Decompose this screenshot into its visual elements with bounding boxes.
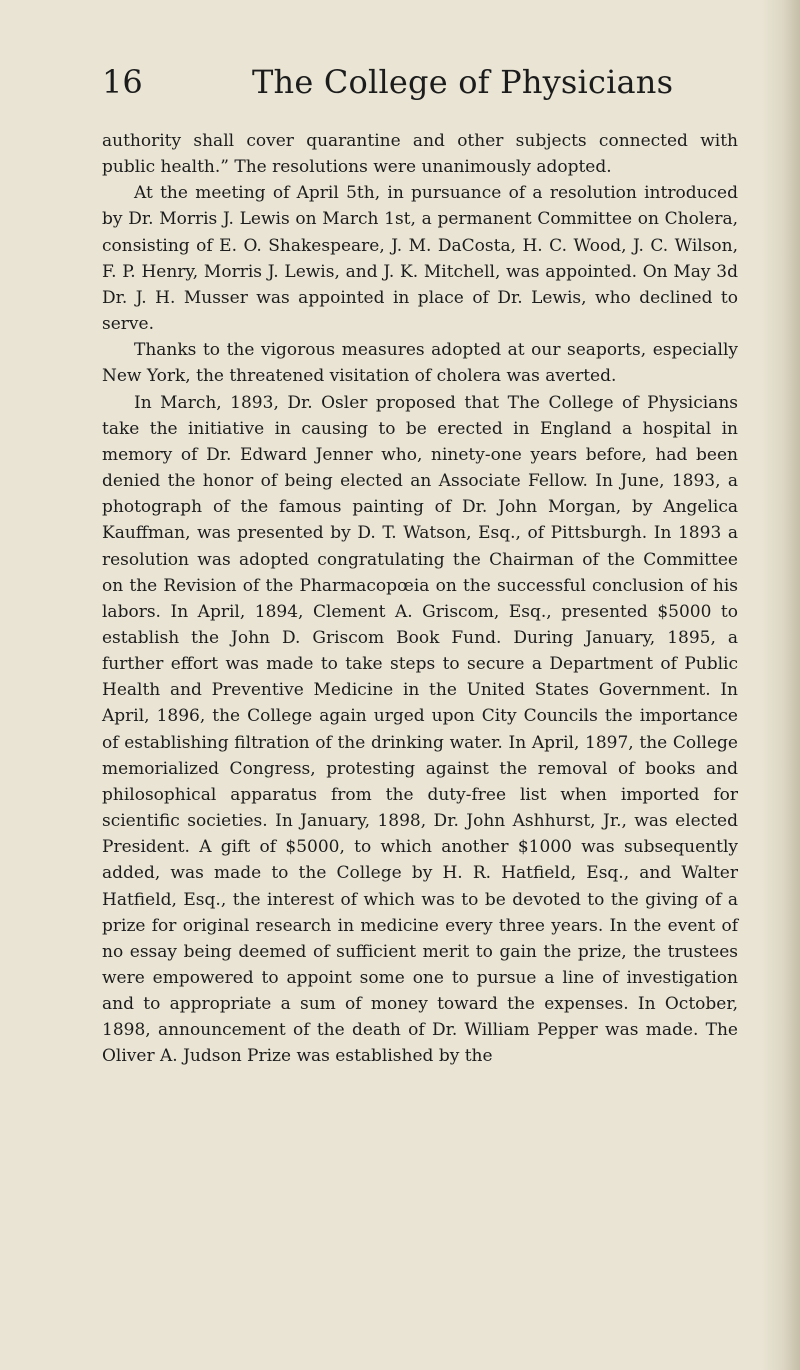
paragraph: authority shall cover quarantine and other subjects connected with public health.” The resolutions were unanimously adopted. — [102, 131, 738, 178]
paragraph: Thanks to the vigorous measures adopted at our seaports, especially New York, the threatened visitation of cholera was averted. — [102, 340, 738, 387]
paragraph: At the meeting of April 5th, in pursuance of a resolution introduced by Dr. Morris J. Lewis on March 1st, a permanent Committee on Cholera, consisting of E. O. Shakespeare, J. M. DaCosta, H. C. Wood, J. C. Wilson, F. P. Henry, Morris J. Lewis, and J. K. Mitchell, was appointed. On May 3d Dr. J. H. Musser was appointed in place of Dr. Lewis, who declined to serve. — [102, 183, 738, 335]
page-number: 16 — [102, 63, 143, 101]
paragraph: In March, 1893, Dr. Osler proposed that The College of Physicians take the initiative in causing to be erected in England a hospital in memory of Dr. Edward Jenner who, ninety-one years before, had been denied the honor of being elected an Associate Fellow. In June, 1893, a photograph of the famous painting of Dr. John Morgan, by Angelica Kauffman, was presented by D. T. Watson, Esq., of Pittsburgh. In 1893 a resolution was adopted congratulating the Chairman of the Committee on the Revision of the Pharmacopœia on the successful conclusion of his labors. In April, 1894, Clement A. Griscom, Esq., presented $5000 to establish the John D. Griscom Book Fund. During January, 1895, a further effort was made to take steps to secure a Department of Public Health and Preventive Medicine in the United States Government. In April, 1896, the College again urged upon City Councils the importance of establishing filtration of the drinking water. In April, 1897, the College memorialized Congress, protesting against the removal of books and philosophical apparatus from the duty-free list when imported for scientific societies. In January, 1898, Dr. John Ashhurst, Jr., was elected President. A gift of $5000, to which another $1000 was subsequently added, was made to the College by H. R. Hatfield, Esq., and Walter Hatfield, Esq., the interest of which was to be devoted to the giving of a prize for original research in medicine every three years. In the event of no essay being deemed of sufficient merit to gain the prize, the trustees were empowered to appoint some one to pursue a line of investigation and to appropriate a sum of money toward the expenses. In October, 1898, announcement of the death of Dr. William Pepper was made. The Oliver A. Judson Prize was established by the — [102, 392, 738, 1067]
page-header — [102, 58, 742, 106]
running-title: The College of Physicians — [252, 63, 674, 101]
body-text — [102, 128, 738, 1070]
page-edge-shadow — [762, 0, 800, 1370]
